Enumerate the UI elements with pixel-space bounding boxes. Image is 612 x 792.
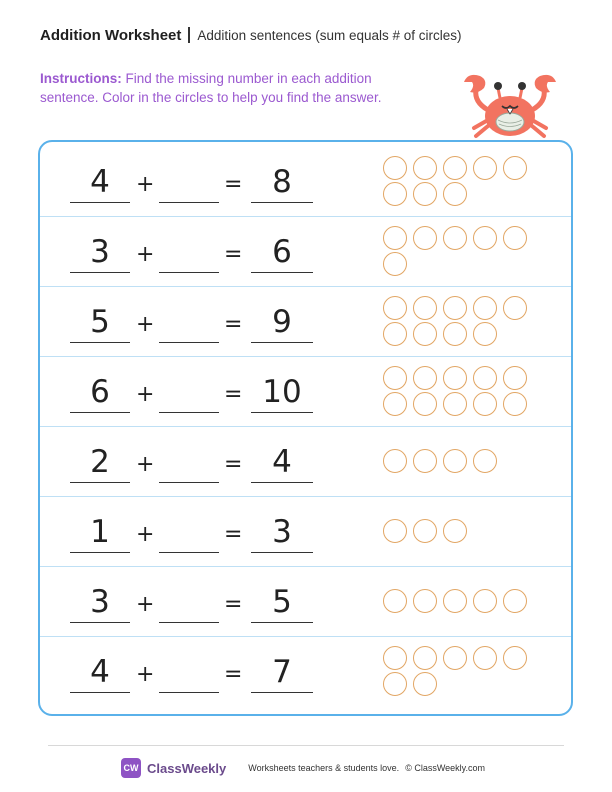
circle-group [383, 449, 553, 473]
problem-row [40, 567, 571, 637]
counting-circle[interactable] [383, 672, 407, 696]
counting-circle[interactable] [383, 182, 407, 206]
circle-group [383, 226, 553, 276]
equals-sign: = [224, 312, 243, 337]
circle-group [383, 519, 553, 543]
plus-sign: + [136, 592, 155, 617]
answer-blank[interactable] [159, 164, 219, 203]
counting-circle[interactable] [473, 156, 497, 180]
sum-slot: 4 [251, 444, 313, 483]
counting-circle[interactable] [413, 646, 437, 670]
counting-circle[interactable] [413, 182, 437, 206]
instructions-text: Find the missing number in each addition sentence. Color in the circles to help you find the answer. [40, 71, 382, 105]
counting-circle[interactable] [383, 589, 407, 613]
sum-slot: 6 [251, 234, 313, 273]
problem-row [40, 217, 571, 287]
footer-tagline: Worksheets teachers & students love. [248, 763, 400, 773]
counting-circle[interactable] [473, 589, 497, 613]
circle-group [383, 589, 553, 613]
equals-sign: = [224, 592, 243, 617]
counting-circle[interactable] [383, 322, 407, 346]
counting-circle[interactable] [443, 392, 467, 416]
counting-circle[interactable] [503, 226, 527, 250]
sum-slot: 3 [251, 514, 313, 553]
counting-circle[interactable] [383, 449, 407, 473]
worksheet-title: Addition Worksheet [40, 27, 182, 44]
plus-sign: + [136, 452, 155, 477]
answer-blank[interactable] [159, 444, 219, 483]
plus-sign: + [136, 312, 155, 337]
counting-circle[interactable] [443, 226, 467, 250]
circle-group [383, 646, 553, 696]
counting-circle[interactable] [503, 646, 527, 670]
addend-slot: 4 [70, 164, 130, 203]
equals-sign: = [224, 382, 243, 407]
counting-circle[interactable] [443, 519, 467, 543]
plus-sign: + [136, 382, 155, 407]
counting-circle[interactable] [503, 296, 527, 320]
counting-circle[interactable] [413, 519, 437, 543]
circle-group [383, 296, 553, 346]
footer-divider [48, 745, 564, 746]
crab-icon [458, 72, 562, 144]
equals-sign: = [224, 452, 243, 477]
counting-circle[interactable] [383, 366, 407, 390]
counting-circle[interactable] [413, 226, 437, 250]
plus-sign: + [136, 172, 155, 197]
counting-circle[interactable] [473, 296, 497, 320]
counting-circle[interactable] [473, 366, 497, 390]
sum-slot: 9 [251, 304, 313, 343]
plus-sign: + [136, 662, 155, 687]
answer-blank[interactable] [159, 234, 219, 273]
answer-blank[interactable] [159, 304, 219, 343]
counting-circle[interactable] [383, 392, 407, 416]
counting-circle[interactable] [443, 646, 467, 670]
counting-circle[interactable] [383, 252, 407, 276]
classweekly-logo-icon: CW [121, 758, 141, 778]
counting-circle[interactable] [413, 322, 437, 346]
counting-circle[interactable] [473, 646, 497, 670]
sum-slot: 10 [251, 374, 313, 413]
footer-copyright: © ClassWeekly.com [405, 763, 486, 773]
instructions [40, 69, 420, 107]
worksheet-subtitle: Addition sentences (sum equals # of circles) [197, 28, 462, 43]
sum-slot: 8 [251, 164, 313, 203]
plus-sign: + [136, 522, 155, 547]
brand-name: ClassWeekly [147, 760, 227, 776]
addend-slot: 3 [70, 234, 130, 273]
addend-slot: 4 [70, 654, 130, 693]
counting-circle[interactable] [383, 519, 407, 543]
answer-blank[interactable] [159, 514, 219, 553]
counting-circle[interactable] [383, 296, 407, 320]
answer-blank[interactable] [159, 374, 219, 413]
sum-slot: 5 [251, 584, 313, 623]
counting-circle[interactable] [413, 366, 437, 390]
counting-circle[interactable] [443, 296, 467, 320]
footer [121, 758, 485, 778]
problem-row [40, 147, 571, 217]
counting-circle[interactable] [413, 392, 437, 416]
addend-slot: 3 [70, 584, 130, 623]
counting-circle[interactable] [413, 449, 437, 473]
problem-row [40, 287, 571, 357]
answer-blank[interactable] [159, 654, 219, 693]
problem-row [40, 427, 571, 497]
counting-circle[interactable] [473, 392, 497, 416]
worksheet-header [40, 27, 462, 44]
counting-circle[interactable] [443, 449, 467, 473]
answer-blank[interactable] [159, 584, 219, 623]
counting-circle[interactable] [443, 366, 467, 390]
equals-sign: = [224, 522, 243, 547]
counting-circle[interactable] [443, 322, 467, 346]
counting-circle[interactable] [413, 296, 437, 320]
counting-circle[interactable] [383, 646, 407, 670]
title-divider [188, 27, 190, 43]
problems-panel [38, 140, 573, 716]
counting-circle[interactable] [503, 392, 527, 416]
problem-row [40, 637, 571, 707]
counting-circle[interactable] [503, 156, 527, 180]
plus-sign: + [136, 242, 155, 267]
sum-slot: 7 [251, 654, 313, 693]
circle-group [383, 366, 553, 416]
counting-circle[interactable] [503, 366, 527, 390]
counting-circle[interactable] [413, 672, 437, 696]
problem-row [40, 497, 571, 567]
addend-slot: 5 [70, 304, 130, 343]
addend-slot: 1 [70, 514, 130, 553]
addend-slot: 2 [70, 444, 130, 483]
counting-circle[interactable] [443, 156, 467, 180]
counting-circle[interactable] [443, 589, 467, 613]
counting-circle[interactable] [413, 589, 437, 613]
counting-circle[interactable] [473, 322, 497, 346]
counting-circle[interactable] [473, 449, 497, 473]
problem-row [40, 357, 571, 427]
equals-sign: = [224, 242, 243, 267]
counting-circle[interactable] [443, 182, 467, 206]
equals-sign: = [224, 172, 243, 197]
instructions-label: Instructions: [40, 71, 122, 86]
circle-group [383, 156, 553, 206]
counting-circle[interactable] [413, 156, 437, 180]
addend-slot: 6 [70, 374, 130, 413]
counting-circle[interactable] [473, 226, 497, 250]
equals-sign: = [224, 662, 243, 687]
counting-circle[interactable] [383, 156, 407, 180]
counting-circle[interactable] [503, 589, 527, 613]
counting-circle[interactable] [383, 226, 407, 250]
